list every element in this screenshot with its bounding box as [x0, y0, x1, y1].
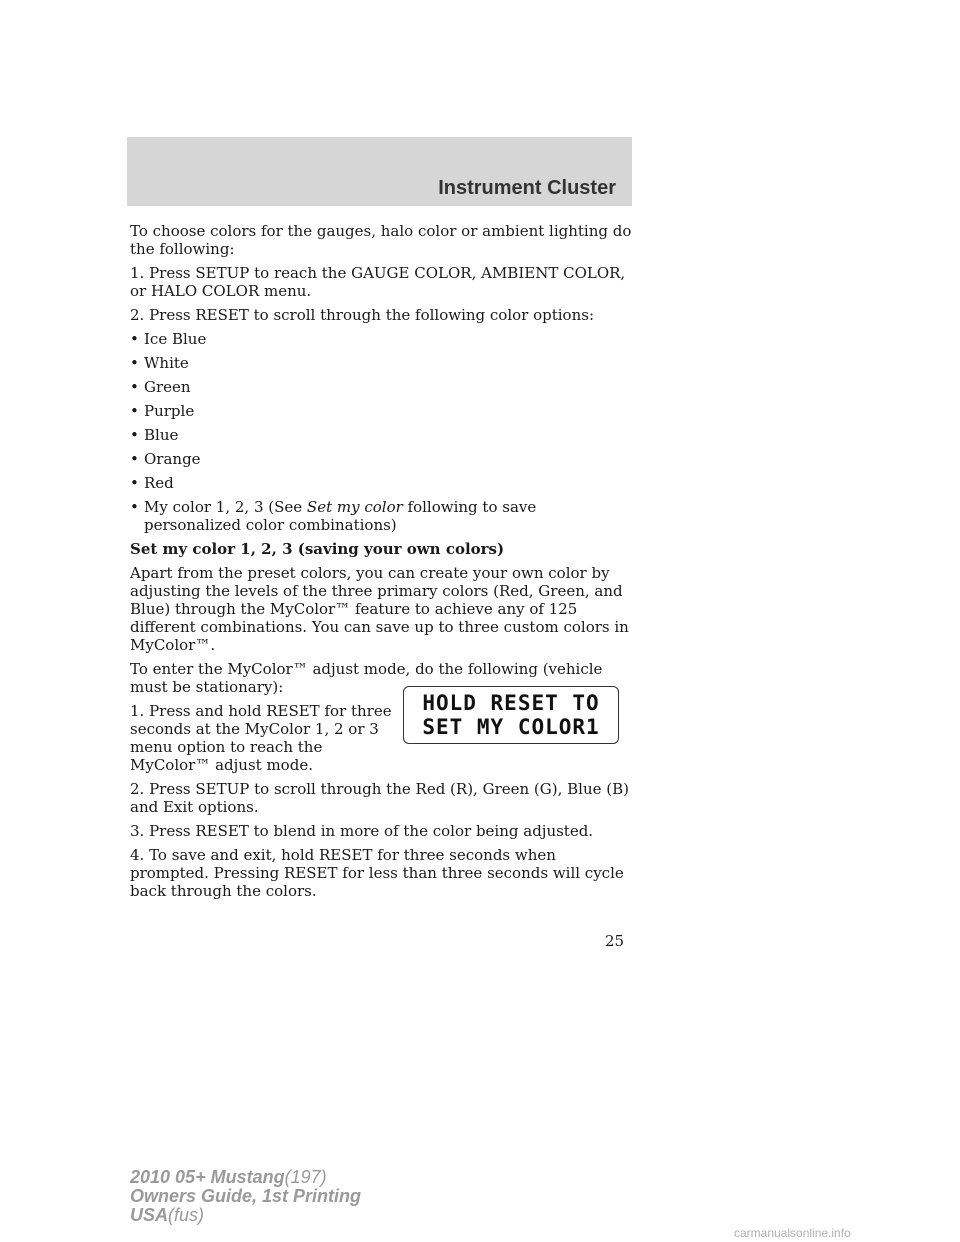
watermark: carmanualsonline.info: [734, 1226, 851, 1240]
footer-market: USA: [130, 1205, 169, 1225]
set-my-color-reference: Set my color: [306, 498, 403, 516]
list-item: • White: [130, 354, 189, 372]
section-title: Instrument Cluster: [438, 177, 616, 199]
bullet-icon: •: [130, 378, 139, 396]
page-number: 25: [605, 932, 625, 950]
bullet-icon: •: [130, 474, 139, 492]
adjust-mode-paragraph: To enter the MyColor™ adjust mode, do the following (vehicle must be stationary):: [130, 660, 603, 696]
section-header-band: [127, 137, 632, 206]
adjust-step-2: 2. Press SETUP to scroll through the Red (R), Green (G), Blue (B) and Exit options.: [130, 780, 630, 816]
list-item: • Blue: [130, 426, 179, 444]
bullet-icon: •: [130, 450, 139, 468]
list-item-mycolor: • My color 1, 2, 3 (See Set my color following to save personalized color combinations): [130, 498, 537, 534]
adjust-step-1: 1. Press and hold RESET for three seconds at the MyColor 1, 2 or 3 menu option to reach the MyColor™ adjust mode.: [130, 702, 392, 774]
page-content: [130, 222, 635, 906]
list-item: • Ice Blue: [130, 330, 207, 348]
document-footer: [130, 1168, 361, 1225]
list-item: • Red: [130, 474, 174, 492]
bullet-icon: •: [130, 402, 139, 420]
intro-paragraph: To choose colors for the gauges, halo color or ambient lighting do the following:: [130, 222, 632, 258]
bullet-icon: •: [130, 330, 139, 348]
bullet-icon: •: [130, 354, 139, 372]
adjust-step-4: 4. To save and exit, hold RESET for three seconds when prompted. Pressing RESET for less than three seconds will cycle back through the colors.: [130, 846, 624, 900]
step-1: 1. Press SETUP to reach the GAUGE COLOR, AMBIENT COLOR, or HALO COLOR menu.: [130, 264, 626, 300]
footer-edition: Owners Guide, 1st Printing: [130, 1186, 362, 1206]
bullet-icon: •: [130, 426, 139, 444]
list-item: • Purple: [130, 402, 195, 420]
color-options-list: [130, 330, 635, 534]
list-item: • Orange: [130, 450, 201, 468]
footer-model: 2010 05+ Mustang: [130, 1167, 285, 1187]
adjust-step-3: 3. Press RESET to blend in more of the color being adjusted.: [130, 822, 594, 840]
footer-model-code: (197): [284, 1167, 327, 1187]
list-item: • Green: [130, 378, 191, 396]
subheading: Set my color 1, 2, 3 (saving your own colors): [130, 540, 505, 558]
mycolor-paragraph: Apart from the preset colors, you can create your own color by adjusting the levels of the three primary colors (Red, Green, and Blue) through the MyColor™ feature to achieve any of 125 different combinations. You can save up to three custom colors in MyColor™.: [130, 564, 629, 654]
display-line-2: SET MY COLOR1: [422, 715, 600, 739]
footer-market-code: (fus): [168, 1205, 205, 1225]
bullet-icon: •: [130, 498, 139, 516]
display-line-1: HOLD RESET TO: [422, 691, 600, 715]
message-display-illustration: [403, 686, 619, 744]
step-2: 2. Press RESET to scroll through the following color options:: [130, 306, 595, 324]
